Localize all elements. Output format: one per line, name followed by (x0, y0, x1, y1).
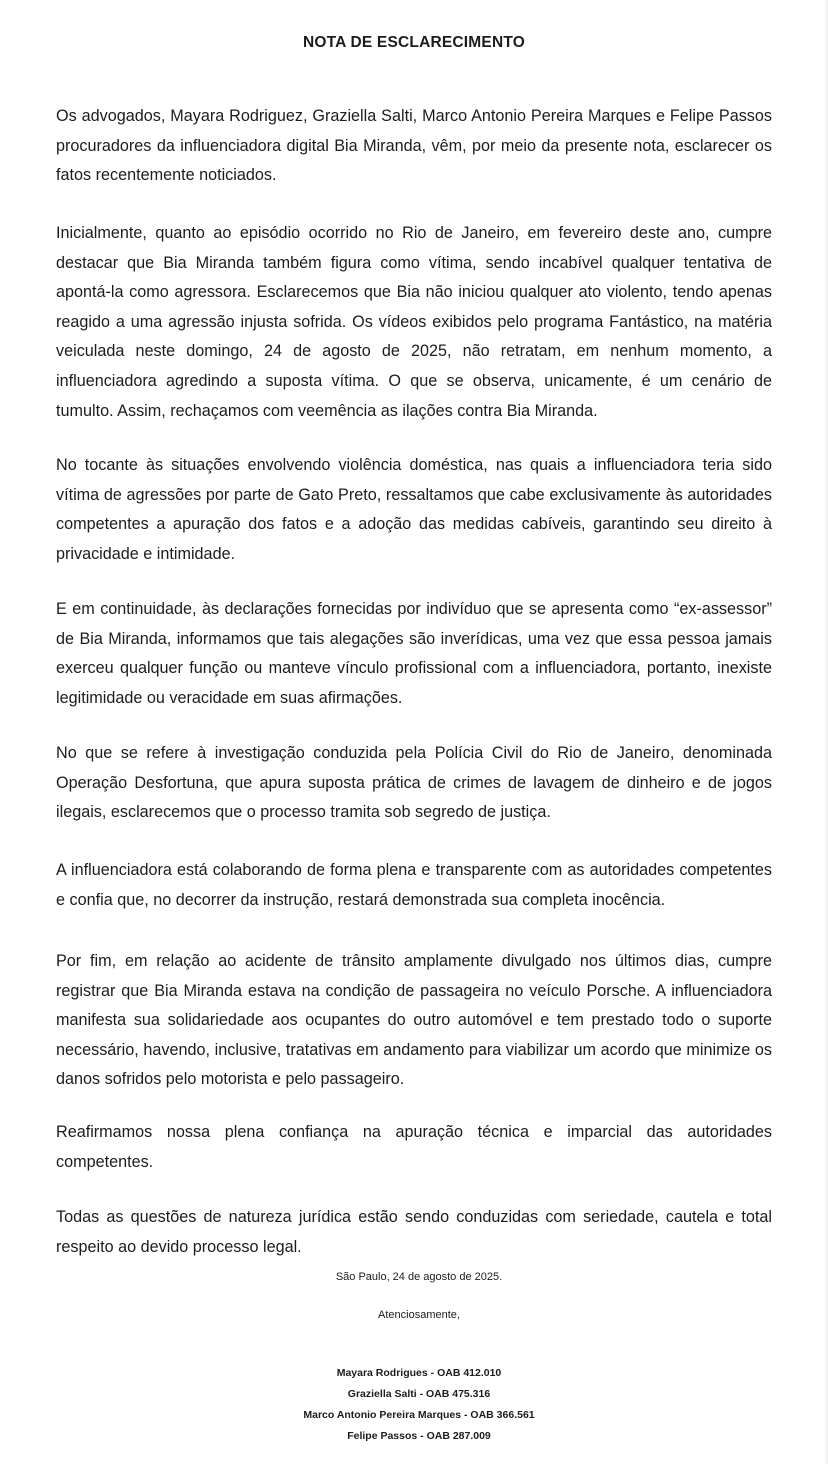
closing: Atenciosamente, (378, 1309, 460, 1321)
signature-graziella: Graziella Salti - OAB 475.316 (347, 1388, 491, 1400)
paragraph-legal-process: Todas as questões de natureza jurídica estão sendo conduzidas com seriedade, cautela e total respeito ao devido processo legal. (56, 1208, 772, 1256)
paragraph-intro: Os advogados, Mayara Rodriguez, Graziella Salti, Marco Antonio Pereira Marques e Felipe Passos procuradores da influenciadora digital Bia Miranda, vêm, por meio da presente nota, esclarecer os fatos recentemente noticiados. (56, 107, 772, 185)
paragraph-domestic-violence: No tocante às situações envolvendo violência doméstica, nas quais a influenciadora teria sido vítima de agressões por parte de Gato Preto, ressaltamos que cabe exclusivamente às autoridades competentes a apuração dos fatos e a adoção das medidas cabíveis, garantindo seu direito à privacidade e intimidade. (56, 456, 772, 563)
document-title: NOTA DE ESCLARECIMENTO (303, 34, 525, 51)
paragraph-confidence: Reafirmamos nossa plena confiança na apuração técnica e imparcial das autoridades competentes. (56, 1123, 772, 1171)
page-edge-shadow (824, 0, 828, 1464)
paragraph-rio-episode: Inicialmente, quanto ao episódio ocorrido no Rio de Janeiro, em fevereiro deste ano, cumpre destacar que Bia Miranda também figura como vítima, sendo incabível qualquer tentativa de apontá-la como agressora. Esclarecemos que Bia não iniciou qualquer ato violento, tendo apenas reagido a uma agressão injusta sofrida. Os vídeos exibidos pelo programa Fantástico, na matéria veiculada neste domingo, 24 de agosto de 2025, não retratam, em nenhum momento, a influenciadora agredindo a suposta vítima. O que se observa, unicamente, é um cenário de tumulto. Assim, rechaçamos com veemência as ilações contra Bia Miranda. (56, 224, 772, 420)
signature-felipe: Felipe Passos - OAB 287.009 (347, 1430, 491, 1442)
signature-marco: Marco Antonio Pereira Marques - OAB 366.561 (303, 1409, 535, 1421)
paragraph-investigation: No que se refere à investigação conduzida pela Polícia Civil do Rio de Janeiro, denominada Operação Desfortuna, que apura suposta prática de crimes de lavagem de dinheiro e de jogos ilegais, esclarecemos que o processo tramita sob segredo de justiça. (56, 744, 772, 822)
paragraph-collaboration: A influenciadora está colaborando de forma plena e transparente com as autoridades competentes e confia que, no decorrer da instrução, restará demonstrada sua completa inocência. (56, 861, 772, 909)
paragraph-ex-assessor: E em continuidade, às declarações fornecidas por indivíduo que se apresenta como “ex-assessor” de Bia Miranda, informamos que tais alegações são inverídicas, uma vez que essa pessoa jamais exerceu qualquer função ou manteve vínculo profissional com a influenciadora, portanto, inexiste legitimidade ou veracidade em suas afirmações. (56, 600, 772, 707)
paragraph-traffic-accident: Por fim, em relação ao acidente de trânsito amplamente divulgado nos últimos dias, cumpre registrar que Bia Miranda estava na condição de passageira no veículo Porsche. A influenciadora manifesta sua solidariedade aos ocupantes do outro automóvel e tem prestado todo o suporte necessário, havendo, inclusive, tratativas em andamento para viabilizar um acordo que minimize os danos sofridos pelo motorista e pelo passageiro. (56, 952, 772, 1089)
place-date: São Paulo, 24 de agosto de 2025. (335, 1271, 503, 1283)
signature-mayara: Mayara Rodrigues - OAB 412.010 (336, 1367, 502, 1379)
